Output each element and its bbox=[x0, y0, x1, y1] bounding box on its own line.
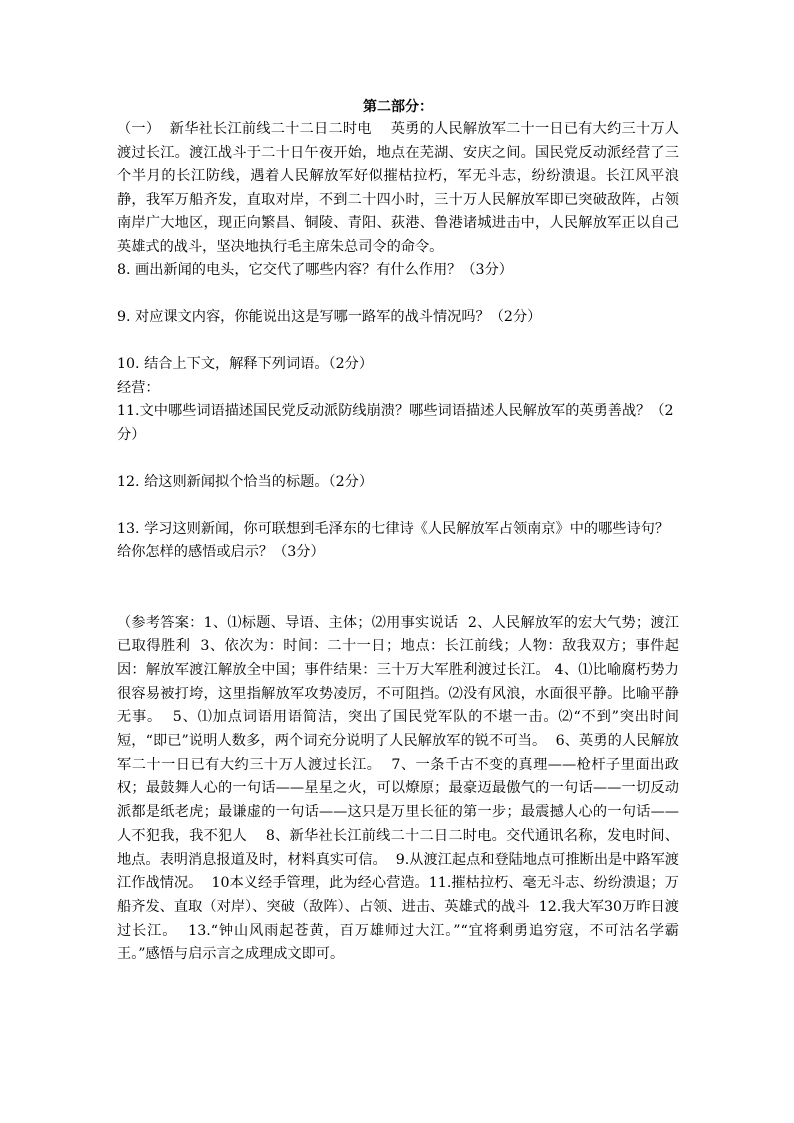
answer-space bbox=[117, 494, 679, 518]
section-title: 第二部分： bbox=[363, 99, 433, 115]
document-page bbox=[117, 96, 679, 967]
answer-space bbox=[117, 330, 679, 354]
question-12: 12. 给这则新闻拟个恰当的标题。（2分） bbox=[117, 473, 374, 490]
question-10: 10. 结合上下文，解释下列词语。（2分） bbox=[117, 356, 374, 372]
answer-space bbox=[117, 565, 679, 612]
answer-space bbox=[117, 283, 679, 307]
news-passage: （一） 新华社长江前线二十二日二时电 英勇的人民解放军二十一日已有大约三十万人渡过长江。渡江战斗于二十日午夜开始，地点在芜湖、安庆之间。国民党反动派经营了三个半月的长江防线，遇着人民解放军好似摧枯拉朽，军无斗志，纷纷溃退。长江风平浪静，我军万船齐发，直取对岸，不到二十四小时，三十万人民解放军即已突破敌阵，占领南岸广大地区，现正向繁昌、铜陵、青阳、荻港、鲁港诸城进击中，人民解放军正以自己英雄式的战斗，坚决地执行毛主席朱总司令的命令。 bbox=[117, 121, 679, 255]
answer-space bbox=[117, 447, 679, 471]
question-8: 8. 画出新闻的电头，它交代了哪些内容？有什么作用？（3分） bbox=[117, 262, 513, 278]
reference-answers: （参考答案：1、⑴标题、导语、主体；⑵用事实说话 2、人民解放军的宏大气势；渡江已取得胜利 3、依次为：时间：二十一日；地点：长江前线；人物：敌我双方；事件起因：解放军渡江解放全中国；事件结果：三十万大军胜利渡过长江。 4、⑴比喻腐朽势力很容易被打垮，这里指解放军攻势凌厉，不可阻挡。⑵没有风浪，水面很平静。比喻平静无事。 5、⑴加点词语用语简洁，突出了国民党军队的不堪一击。⑵“不到”突出时间短，“即已”说明人数多，两个词充分说明了人民解放军的锐不可当。 6、英勇的人民解放军二十一日已有大约三十万人渡过长江。 7、一条千古不变的真理——枪杆子里面出政权；最鼓舞人心的一句话——星星之火，可以燎原；最豪迈最傲气的一句话——一切反动派都是纸老虎；最谦虚的一句话——这只是万里长征的第一步；最震撼人心的一句话——人不犯我，我不犯人 8、新华社长江前线二十二日二时电。交代通讯名称，发电时间、地点。表明消息报道及时，材料真实可信。 9.从渡江起点和登陆地点可推断出是中路军渡江作战情况。 10本义经手管理，此为经心营造。11.摧枯拉朽、毫无斗志、纷纷溃退；万船齐发、直取（对岸）、突破（敌阵）、占领、进击、英雄式的战斗 12.我大军30万昨日渡过长江。 13.“钟山风雨起苍黄，百万雄师过大江。”“宜将剩勇追穷寇，不可沽名学霸王。”感悟与启示言之成理成文即可。 bbox=[117, 614, 679, 963]
question-10-term: 经营： bbox=[117, 379, 160, 396]
question-9: 9. 对应课文内容，你能说出这是写哪一路军的战斗情况吗？（2分） bbox=[117, 309, 542, 325]
question-13: 13. 学习这则新闻，你可联想到毛泽东的七律诗《人民解放军占领南京》中的哪些诗句？给你怎样的感悟或启示？（3分） bbox=[117, 520, 670, 560]
question-11: 11.文中哪些词语描述国民党反动派防线崩溃？哪些词语描述人民解放军的英勇善战？（2分） bbox=[117, 403, 674, 443]
